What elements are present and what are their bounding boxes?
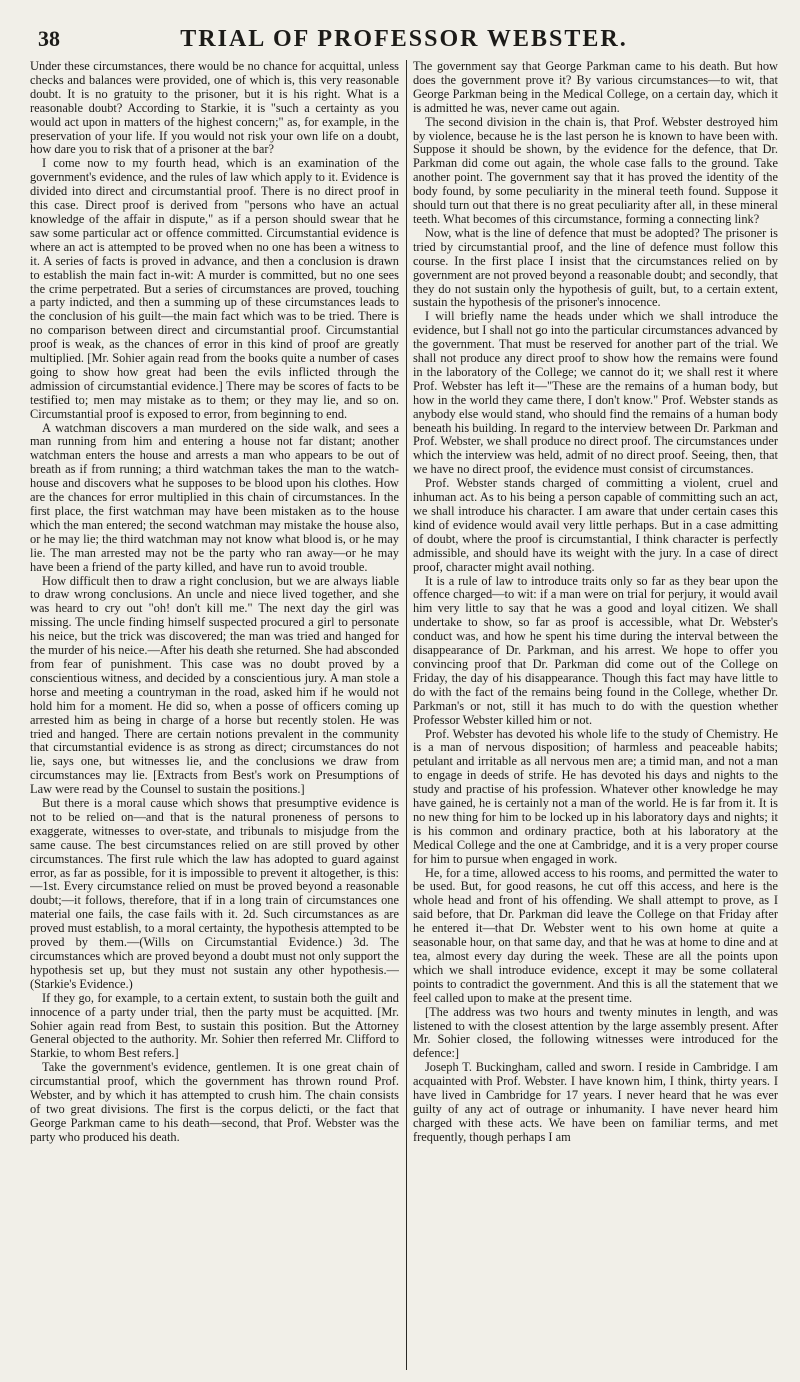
column-divider <box>406 60 407 1370</box>
paragraph: But there is a moral cause which shows that presumptive evidence is not to be relied on—and that is the natural proneness of persons to exaggerate, witnesses to over-state, and tribunals to misjudge from the same cause. The best circumstances relied on are still proved by other circumstances. The first rule which the law has adopted to guard against error, as far as possible, for it is impossible to prevent it altogether, is this:—1st. Every circumstance relied on must be proved beyond a reasonable doubt;—it follows, therefore, that if in a long train of circumstances one material one fails, the case fails with it. 2d. Such circumstances as are proved must establish, to a moral certainty, the hypothesis attempted to be proved by them.—(Wills on Circumstantial Evidence.) 3d. The circumstances which are proved beyond a doubt must not only support the hypothesis set up, but they must not sustain any other hypothesis.—(Starkie's Evidence.) <box>30 796 399 991</box>
running-title: TRIAL OF PROFESSOR WEBSTER. <box>180 26 628 52</box>
paragraph: The second division in the chain is, that Prof. Webster destroyed him by violence, because he is the last person he is known to have been with. Suppose it should be shown, by the evidence for the defence, that Dr. Parkman did come out again, the whole case falls to the ground. Take another point. The government say that it has proved the identity of the body found, by some peculiarity in the mineral teeth found. Suppose it should turn out that there is no great peculiarity after all, in these mineral teeth. What becomes of this circumstance, forming a connecting link? <box>412 114 778 226</box>
paragraph: He, for a time, allowed access to his rooms, and permitted the water to be used. But, for good reasons, he cut off this access, and here is the whole head and front of his offending. We shall attempt to prove, as I said before, that Dr. Parkman did leave the College on that Friday after he entered it—that Dr. Webster went to his own home at quite a seasonable hour, on that same day, and that he was at home to dine and at tea, almost every day during the week. These are all the points upon which we shall introduce evidence, except it may be some collateral points to contradict the government. And this is all the statement that we feel called upon to make at the present time. <box>412 865 778 1005</box>
page-number: 38 <box>38 26 60 51</box>
paragraph: [The address was two hours and twenty minutes in length, and was listened to with the closest attention by the large assembly present. After Mr. Sohier closed, the following witnesses were introduced for the defence:] <box>412 1004 778 1061</box>
right-column <box>413 60 778 1370</box>
paragraph: Under these circumstances, there would be no chance for acquittal, unless checks and balances were provided, one of which is, this very reasonable doubt. It is no gratuity to the prisoner, but it is his right. What is a reasonable doubt? According to Starkie, it is "such a certainty as you would act upon in matters of the highest concern;" as, for example, in the preservation of your life. If you would not risk your own life on a doubt, how dare you to risk that of a prisoner at the bar? <box>30 60 399 157</box>
paragraph: Now, what is the line of defence that must be adopted? The prisoner is tried by circumstantial proof, and the line of defence must follow this course. In the first place I insist that the circumstances relied on by government are not proved beyond a reasonable doubt; and secondly, that they do not sustain only the hypothesis of guilt, but, to a certain extent, sustain the hypothesis of the prisoner's innocence. <box>412 225 778 310</box>
page-header <box>30 26 778 58</box>
paragraph: A watchman discovers a man murdered on the side walk, and sees a man running from him and entering a house not far distant; another watchman enters the house and arrests a man who appears to be out of breath as if from running; a third watchman takes the man to the watch-house and discovers what he supposes to be blood upon his clothes. How are the chances for error multiplied in this chain of circumstances. In the first place, the first watchman may have been mistaken as to the house which the man entered; the second watchman may mistake the house also, or he may lie; the third watchman may not know what blood is, or he may lie. The man arrested may not be the party who ran away—or he may have been a friend of the party killed, and have run to avoid trouble. <box>30 420 399 574</box>
left-column <box>30 60 399 1370</box>
paragraph: I will briefly name the heads under which we shall introduce the evidence, but I shall not go into the particular circumstances advanced by the government. That must be reserved for another part of the trial. We shall not produce any direct proof to show how the remains were found in the laboratory of the College; we cannot do it; we shall rest it where Prof. Webster has left it—"These are the remains of a human body, but how in the world they came there, I don't know." Prof. Webster stands as anybody else would stand, who should find the remains of a human body beneath his building. In regard to the interview between Dr. Parkman and Prof. Webster, we shall produce no direct proof. The circumstances under which the interview was held, admit of no direct proof. Seeing, then, that we have no direct proof, the evidence must consist of circumstances. <box>412 309 778 477</box>
paragraph: The government say that George Parkman came to his death. But how does the government prove it? By various circumstances—to wit, that George Parkman being in the Medical College, on a certain day, which it is admitted he was, never came out again. <box>412 60 778 115</box>
paragraph: Prof. Webster stands charged of committing a violent, cruel and inhuman act. As to his being a person capable of committing such an act, we shall introduce his character. I am aware that under certain cases this kind of evidence would avail very little perhaps. But in a case admitting of doubt, where the proof is circumstantial, I think character is perfectly admissible, and should have its weight with the jury. In a case of direct proof, character might avail nothing. <box>412 476 778 574</box>
paragraph: Joseph T. Buckingham, called and sworn. I reside in Cambridge. I am acquainted with Prof. Webster. I have known him, I think, thirty years. I have lived in Cambridge for 17 years. I never heard that he was ever guilty of any act of outrage or inhumanity. I have never heard him charged with these acts. We have been on familiar terms, and met frequently, though perhaps I am <box>412 1060 778 1144</box>
paragraph: Take the government's evidence, gentlemen. It is one great chain of circumstantial proof, which the government has thrown round Prof. Webster, and by which it has attempted to crush him. The chain consists of two great divisions. The first is the corpus delicti, or the fact that George Parkman came to his death—second, that Prof. Webster was the party who produced his death. <box>30 1060 399 1144</box>
text-columns <box>30 60 778 1370</box>
paragraph: I come now to my fourth head, which is an examination of the government's evidence, and the rules of law which apply to it. Evidence is divided into direct and circumstantial proof. There is no direct proof in this case. Direct proof is derived from "persons who have an actual knowledge of the affair in dispute," as if a person should swear that he saw some particular act or offence committed. Circumstantial evidence is where an act is attempted to be proved when no one has been a witness to it. A series of facts is proved in advance, and then a conclusion is drawn to establish the main fact in-wit: A murder is committed, but no one sees the crime perpetrated. But a series of circumstances are proved, touching a party indicted, and then a summing up of these circumstances leads to the conclusion of his guilt—the main fact which was to be tried. There is no comparison between direct and circumstantial proof. Circumstantial proof is weak, as the chances of error in this kind of proof are greatly multiplied. [Mr. Sohier again read from the books quite a number of cases going to show how great had been the evils inflicted through the admission of circumstantial evidence.] There may be scores of facts to be testified to; men may mistake as to them; or they may lie, and so on. Circumstantial proof is exposed to error, from beginning to end. <box>30 156 399 421</box>
paragraph: Prof. Webster has devoted his whole life to the study of Chemistry. He is a man of nervous disposition; of harmless and peaceable habits; petulant and irritable as all nervous men are; a timid man, and not a man to engage in deeds of strife. He has devoted his days and nights to the study and practise of his profession. Whatever other knowledge he may have gained, he is certainly not a man of the world. He is far from it. It is no new thing for him to be locked up in his laboratory days and nights; it is his common and ordinary practice, both at his laboratory at the Medical College and the one at Cambridge, and it is a very proper course for him to pursue when engaged in work. <box>412 726 778 866</box>
paragraph: If they go, for example, to a certain extent, to sustain both the guilt and innocence of a party under trial, then the party must be acquitted. [Mr. Sohier again read from Best, to sustain this position. But the Attorney General objected to the authority. Mr. Sohier then referred Mr. Clifford to Starkie, to whom Best refers.] <box>30 990 399 1061</box>
paragraph: How difficult then to draw a right conclusion, but we are always liable to draw wrong conclusions. An uncle and niece lived together, and she was heard to cry out "oh! don't kill me." The next day the girl was missing. The uncle finding himself suspected procured a girl to personate his neice, but the trick was discovered; the man was tried and hanged for the murder of his neice.—After his death she returned. She had absconded from fear of punishment. This case was no doubt proved by a conscientious witness, and decided by a conscientious jury. A man stole a horse and meeting a countryman in the road, asked him if he would not hold him for a moment. He did so, when a posse of officers coming up arrested him as being in charge of a horse but recently stolen. He was tried and hanged. There are certain notions prevalent in the community that circumstantial evidence is as strong as direct; circumstances do not lie, says one, but witnesses lie, and the conclusions we draw from circumstances may lie. [Extracts from Best's work on Presumptions of Law were read by the Counsel to sustain the positions.] <box>30 573 399 797</box>
paragraph: It is a rule of law to introduce traits only so far as they bear upon the offence charged—to wit: if a man were on trial for perjury, it would avail him very little to say that he was a good and loyal citizen. We shall undertake to show, so far as proof is accessible, what Dr. Webster's conduct was, and how he spent his time during the interval between the disappearance of Dr. Parkman, and his arrest. We hope to offer you convincing proof that Dr. Parkman did come out of the College on Friday, the day of his disappearance. Though this fact may have little to do with the fact of the remains being found in the College, whether Dr. Parkman's or not, still it has much to do with the question whether Professor Webster killed him or not. <box>412 573 778 727</box>
